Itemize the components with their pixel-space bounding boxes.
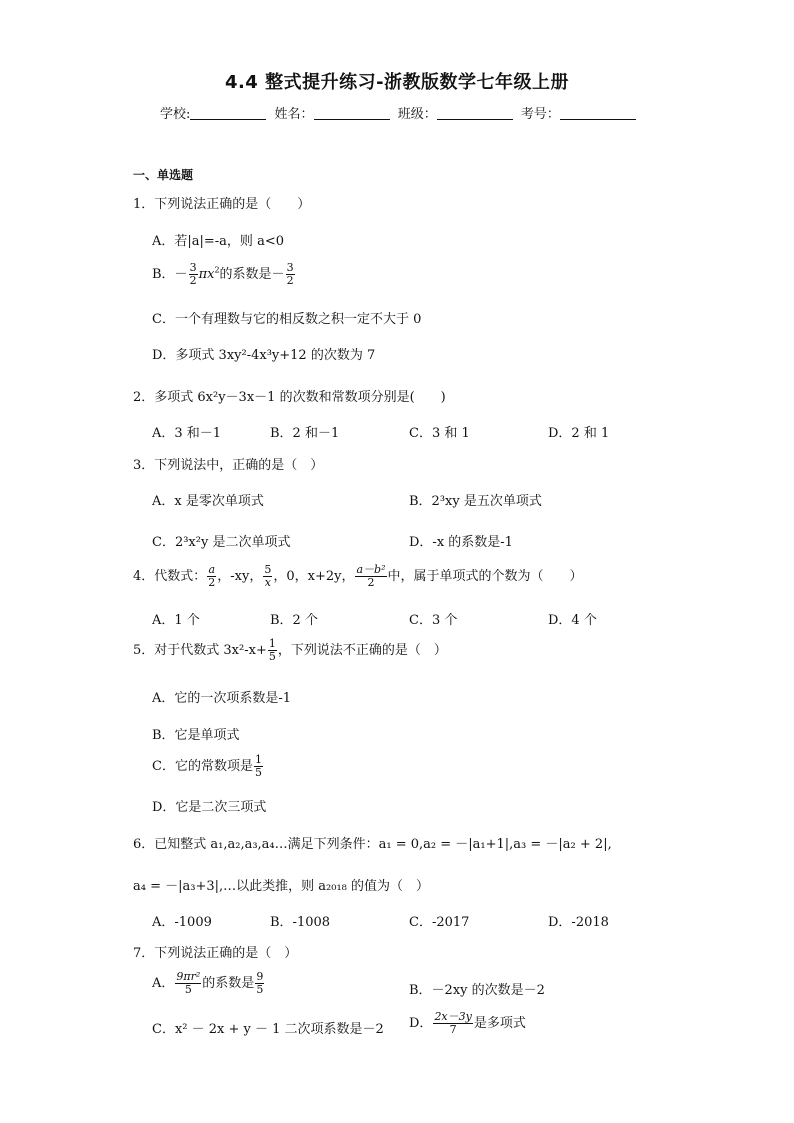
q4-f3-den: 2 [367,576,375,589]
q5-c-fraction [254,754,263,779]
question-6-stem-line-2: a₄ = －|a₃+3|,…以此类推，则 a₂₀₁₈ 的值为（ ） [133,879,429,894]
question-1-option-c: C．一个有理数与它的相反数之积一定不大于 0 [152,312,422,327]
class-label: 班级： [397,107,437,122]
question-7-stem: 7．下列说法正确的是（ ） [133,946,298,961]
q4-mid-1: ，-xy， [217,569,263,584]
q1-b-prefix: B．－ [152,267,188,282]
q7-a-fraction [175,971,201,996]
q1-b-text: 的系数是－ [219,267,285,282]
question-1-option-d: D．多项式 3xy²-4x³y+12 的次数为 7 [152,348,376,363]
q5-fraction [268,638,277,663]
q4-f2-den: x [264,576,271,589]
q5-stem-prefix: 5．对于代数式 3x²-x+ [133,643,267,658]
q1-b-term: πx [198,267,215,282]
q7-d-den: 7 [449,1023,457,1036]
question-6-option-b: B．-1008 [270,915,331,930]
q7-d-fraction [433,1011,472,1036]
question-2-option-c: C．3 和 1 [409,426,470,441]
q1-b-exponent: 2 [214,265,220,275]
q4-f3-num: a－b² [356,563,386,576]
question-2-option-a: A．3 和－1 [152,426,222,441]
q1-b-denominator: 2 [189,274,197,287]
q5-f-den: 5 [268,650,276,663]
name-label: 姓名： [274,107,314,122]
q4-fraction-2 [263,564,272,589]
q4-f1-den: 2 [208,576,216,589]
question-6-option-d: D．-2018 [548,915,609,930]
school-blank[interactable] [190,105,266,120]
page-title: 4.4 整式提升练习-浙教版数学七年级上册 [224,72,570,93]
question-7-option-b: B．－2xy 的次数是－2 [409,983,545,998]
question-6-option-a: A．-1009 [152,915,212,930]
q1-b-fraction [189,262,198,287]
q4-fraction-1 [207,564,216,589]
q5-c-prefix: C．它的常数项是 [152,759,253,774]
q4-fraction-3 [355,564,386,589]
question-4-option-a: A．1 个 [152,613,200,628]
q5-stem-suffix: ，下列说法不正确的是（ ） [277,643,447,658]
question-4-option-c: C．3 个 [409,613,458,628]
school-label: 学校: [160,107,191,122]
q7-a-num: 9πr² [176,970,201,983]
class-blank[interactable] [437,105,513,120]
question-1-option-b [152,262,296,287]
name-blank[interactable] [314,105,390,120]
question-3-option-b: B．2³xy 是五次单项式 [409,494,542,509]
q7-a-num-2: 9 [256,970,264,983]
q5-c-num: 1 [254,753,262,766]
section-heading: 一、单选题 [133,168,194,182]
q1-b-numerator: 3 [189,261,197,274]
q7-a-den: 5 [184,983,192,996]
question-4-option-d: D．4 个 [548,613,597,628]
question-2-stem: 2．多项式 6x²y－3x－1 的次数和常数项分别是( ) [133,390,446,405]
q7-d-text: 是多项式 [473,1016,526,1031]
question-4-option-b: B．2 个 [270,613,318,628]
q7-a-text: 的系数是 [202,976,255,991]
question-6-option-c: C．-2017 [409,915,470,930]
q5-f-num: 1 [268,637,276,650]
q7-a-fraction-2 [255,971,264,996]
question-6-stem: 6．已知整式 a₁,a₂,a₃,a₄…满足下列条件：a₁ = 0,a₂ = －|a₁+1|,a₃ = －|a₂ + 2|, [133,837,612,852]
question-1-stem: 1．下列说法正确的是（ ） [133,197,311,212]
question-3-option-d: D．-x 的系数是-1 [409,535,513,550]
question-5-option-c [152,754,264,779]
question-5-option-b: B．它是单项式 [152,728,240,743]
question-4-stem [133,564,583,589]
question-5-option-d: D．它是二次三项式 [152,800,267,815]
question-2-option-b: B．2 和－1 [270,426,340,441]
question-1-option-a: A．若|a|=-a，则 a<0 [152,234,284,249]
q7-d-prefix: D． [409,1016,433,1031]
q5-c-den: 5 [254,766,262,779]
exam-no-label: 考号： [520,107,560,122]
question-3-option-c: C．2³x²y 是二次单项式 [152,535,291,550]
q7-d-num: 2x－3y [434,1010,472,1023]
question-3-stem: 3．下列说法中，正确的是（ ） [133,458,324,473]
q4-f1-num: a [208,563,216,576]
question-3-option-a: A．x 是零次单项式 [152,494,264,509]
q1-b-numerator-2: 3 [286,261,294,274]
question-5-option-a: A．它的一次项系数是-1 [152,691,292,706]
q4-stem-prefix: 4．代数式： [133,569,207,584]
question-7-option-d [409,1011,526,1036]
q7-a-den-2: 5 [256,983,264,996]
q1-b-denominator-2: 2 [286,274,294,287]
student-info-row [160,103,640,122]
question-2-option-d: D．2 和 1 [548,426,610,441]
question-5-stem [133,638,447,663]
q4-f2-num: 5 [264,563,272,576]
question-7-option-a [152,971,265,996]
question-7-option-c: C．x² － 2x + y － 1 二次项系数是－2 [152,1022,384,1037]
q4-stem-suffix: 中，属于单项式的个数为（ ） [387,569,583,584]
q7-a-prefix: A． [152,976,175,991]
exam-no-blank[interactable] [560,105,636,120]
q4-mid-2: ，0，x+2y， [273,569,355,584]
q1-b-fraction-2 [286,262,295,287]
